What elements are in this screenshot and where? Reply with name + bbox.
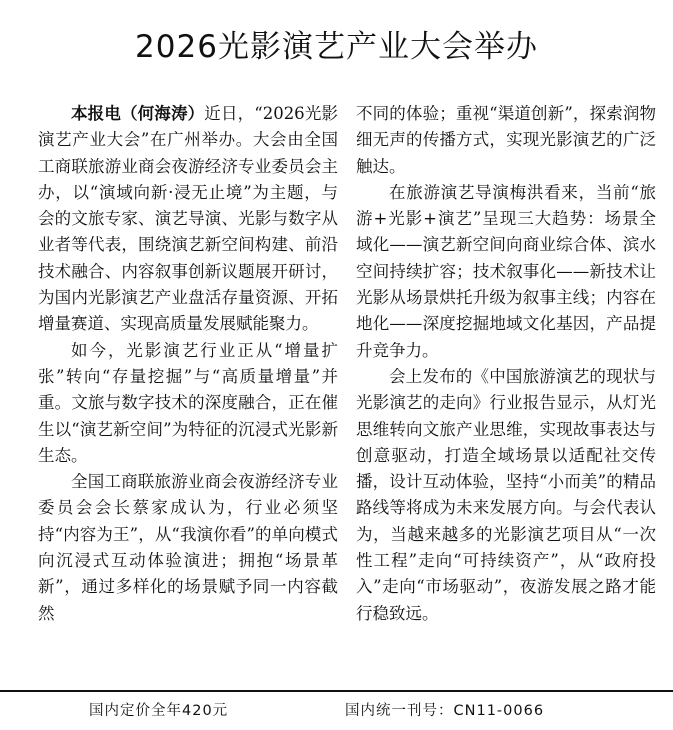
article-paragraph: 会上发布的《中国旅游演艺的现状与光影演艺的走向》行业报告显示，从灯光思维转向文旅产业思维，实现故事表达与创意驱动，打造全域场景以适配社交传播，设计互动体验，坚持“小而美”的精品路线等将成为未来发展方向。与会代表认为，当越来越多的光影演艺项目从“一次性工程”走向“可持续资产”，从“政府投入”走向“市场驱动”，夜游发展之路才能行稳致远。 (356, 366, 656, 623)
article-paragraph: 如今，光影演艺行业正从“增量扩张”转向“存量挖掘”与“高质量增量”并重。文旅与数字技术的深度融合，正在催生以“演艺新空间”为特征的沉浸式光影新生态。 (38, 340, 338, 465)
article-paragraph-continued: 不同的体验；重视“渠道创新”，探索润物细无声的传播方式，实现光影演艺的广泛触达。 (356, 104, 656, 176)
article-paragraph: 在旅游演艺导演梅洪看来，当前“旅游+光影+演艺”呈现三大趋势：场景全域化——演艺新空间向商业综合体、滨水空间持续扩容；技术叙事化——新技术让光影从场景烘托升级为叙事主线；内容在地化——深度挖掘地域文化基因，产品提升竞争力。 (356, 182, 656, 360)
article-headline: 2026光影演艺产业大会举办 (135, 29, 538, 65)
article-lead: 本报电（何海涛） (71, 104, 205, 123)
article-paragraph-text: 近日，“2026光影演艺产业大会”在广州举办。大会由全国工商联旅游业商会夜游经济专业委员会主办，以“演域向新·浸无止境”为主题，与会的文旅专家、演艺导演、光影与数字从业者等代表，围绕演艺新空间构建、前沿技术融合、内容叙事创新议题展开研讨，为国内光影演艺产业盘活存量资源、开拓增量赛道、实现高质量发展赋能聚力。 (38, 104, 339, 334)
article-paragraph: 全国工商联旅游业商会夜游经济专业委员会会长蔡家成认为，行业必须坚持“内容为王”，从“我演你看”的单向模式向沉浸式互动体验演进；拥抱“场景革新”，通过多样化的场景赋予同一内容截然 (38, 472, 338, 623)
footer-divider (0, 690, 673, 692)
article-paragraph (38, 101, 338, 338)
article-column-left (38, 101, 338, 627)
article-column-right (356, 101, 656, 627)
footer-issn: 国内统一刊号：CN11-0066 (345, 703, 545, 719)
footer-price: 国内定价全年420元 (89, 703, 229, 719)
